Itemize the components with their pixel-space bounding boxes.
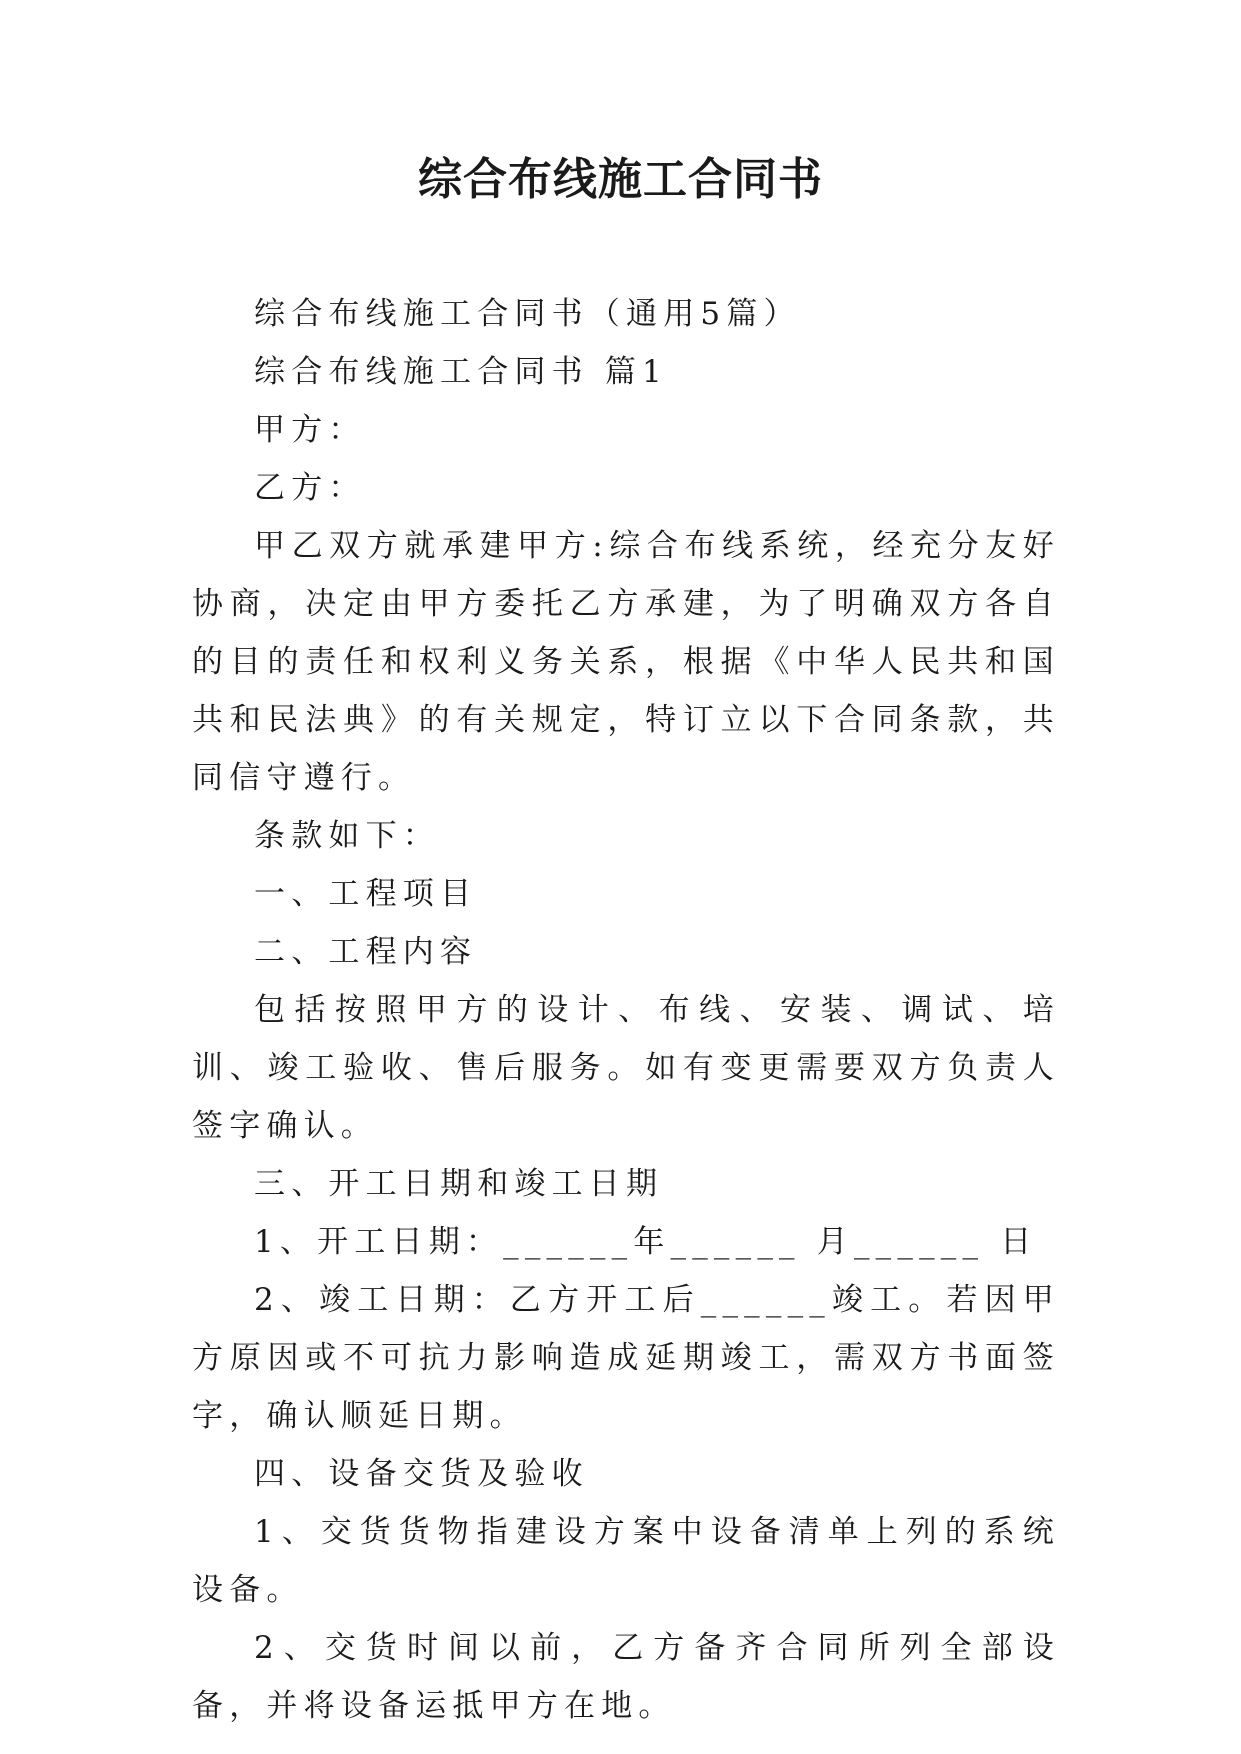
paragraph-content-detail: 包括按照甲方的设计、布线、安装、调试、培训、竣工验收、售后服务。如有变更需要双方负责人签字确认。 bbox=[192, 992, 1060, 1144]
paragraph-party-a: 甲方： bbox=[254, 412, 366, 448]
paragraph-start-date: 1、开工日期：______年______ 月______ 日 bbox=[254, 1224, 1038, 1260]
paragraph-heading-project: 一、工程项目 bbox=[254, 876, 478, 912]
paragraph-heading-dates: 三、开工日期和竣工日期 bbox=[254, 1166, 664, 1202]
paragraph-preamble: 甲乙双方就承建甲方:综合布线系统，经充分友好协商，决定由甲方委托乙方承建，为了明确双方各自的目的责任和权利义务关系，根据《中华人民共和国共和民法典》的有关规定，特订立以下合同条款，共同信守遵行。 bbox=[192, 528, 1060, 796]
paragraph-completion-date: 2、竣工日期：乙方开工后______竣工。若因甲方原因或不可抗力影响造成延期竣工，需双方书面签字，确认顺延日期。 bbox=[192, 1282, 1060, 1434]
document-body bbox=[192, 285, 1060, 1735]
paragraph-heading-content: 二、工程内容 bbox=[254, 934, 478, 970]
paragraph-delivery-2: 2、交货时间以前，乙方备齐合同所列全部设备，并将设备运抵甲方在地。 bbox=[192, 1630, 1060, 1724]
paragraph-subtitle: 综合布线施工合同书（通用5篇） bbox=[254, 296, 801, 332]
paragraph-party-b: 乙方： bbox=[254, 470, 366, 506]
paragraph-heading-delivery: 四、设备交货及验收 bbox=[254, 1456, 589, 1492]
paragraph-section-heading: 综合布线施工合同书 篇1 bbox=[254, 354, 668, 390]
paragraph-terms-intro: 条款如下： bbox=[254, 818, 440, 854]
document-title: 综合布线施工合同书 bbox=[418, 154, 823, 205]
paragraph-delivery-1: 1、交货货物指建设方案中设备清单上列的系统设备。 bbox=[192, 1514, 1060, 1608]
